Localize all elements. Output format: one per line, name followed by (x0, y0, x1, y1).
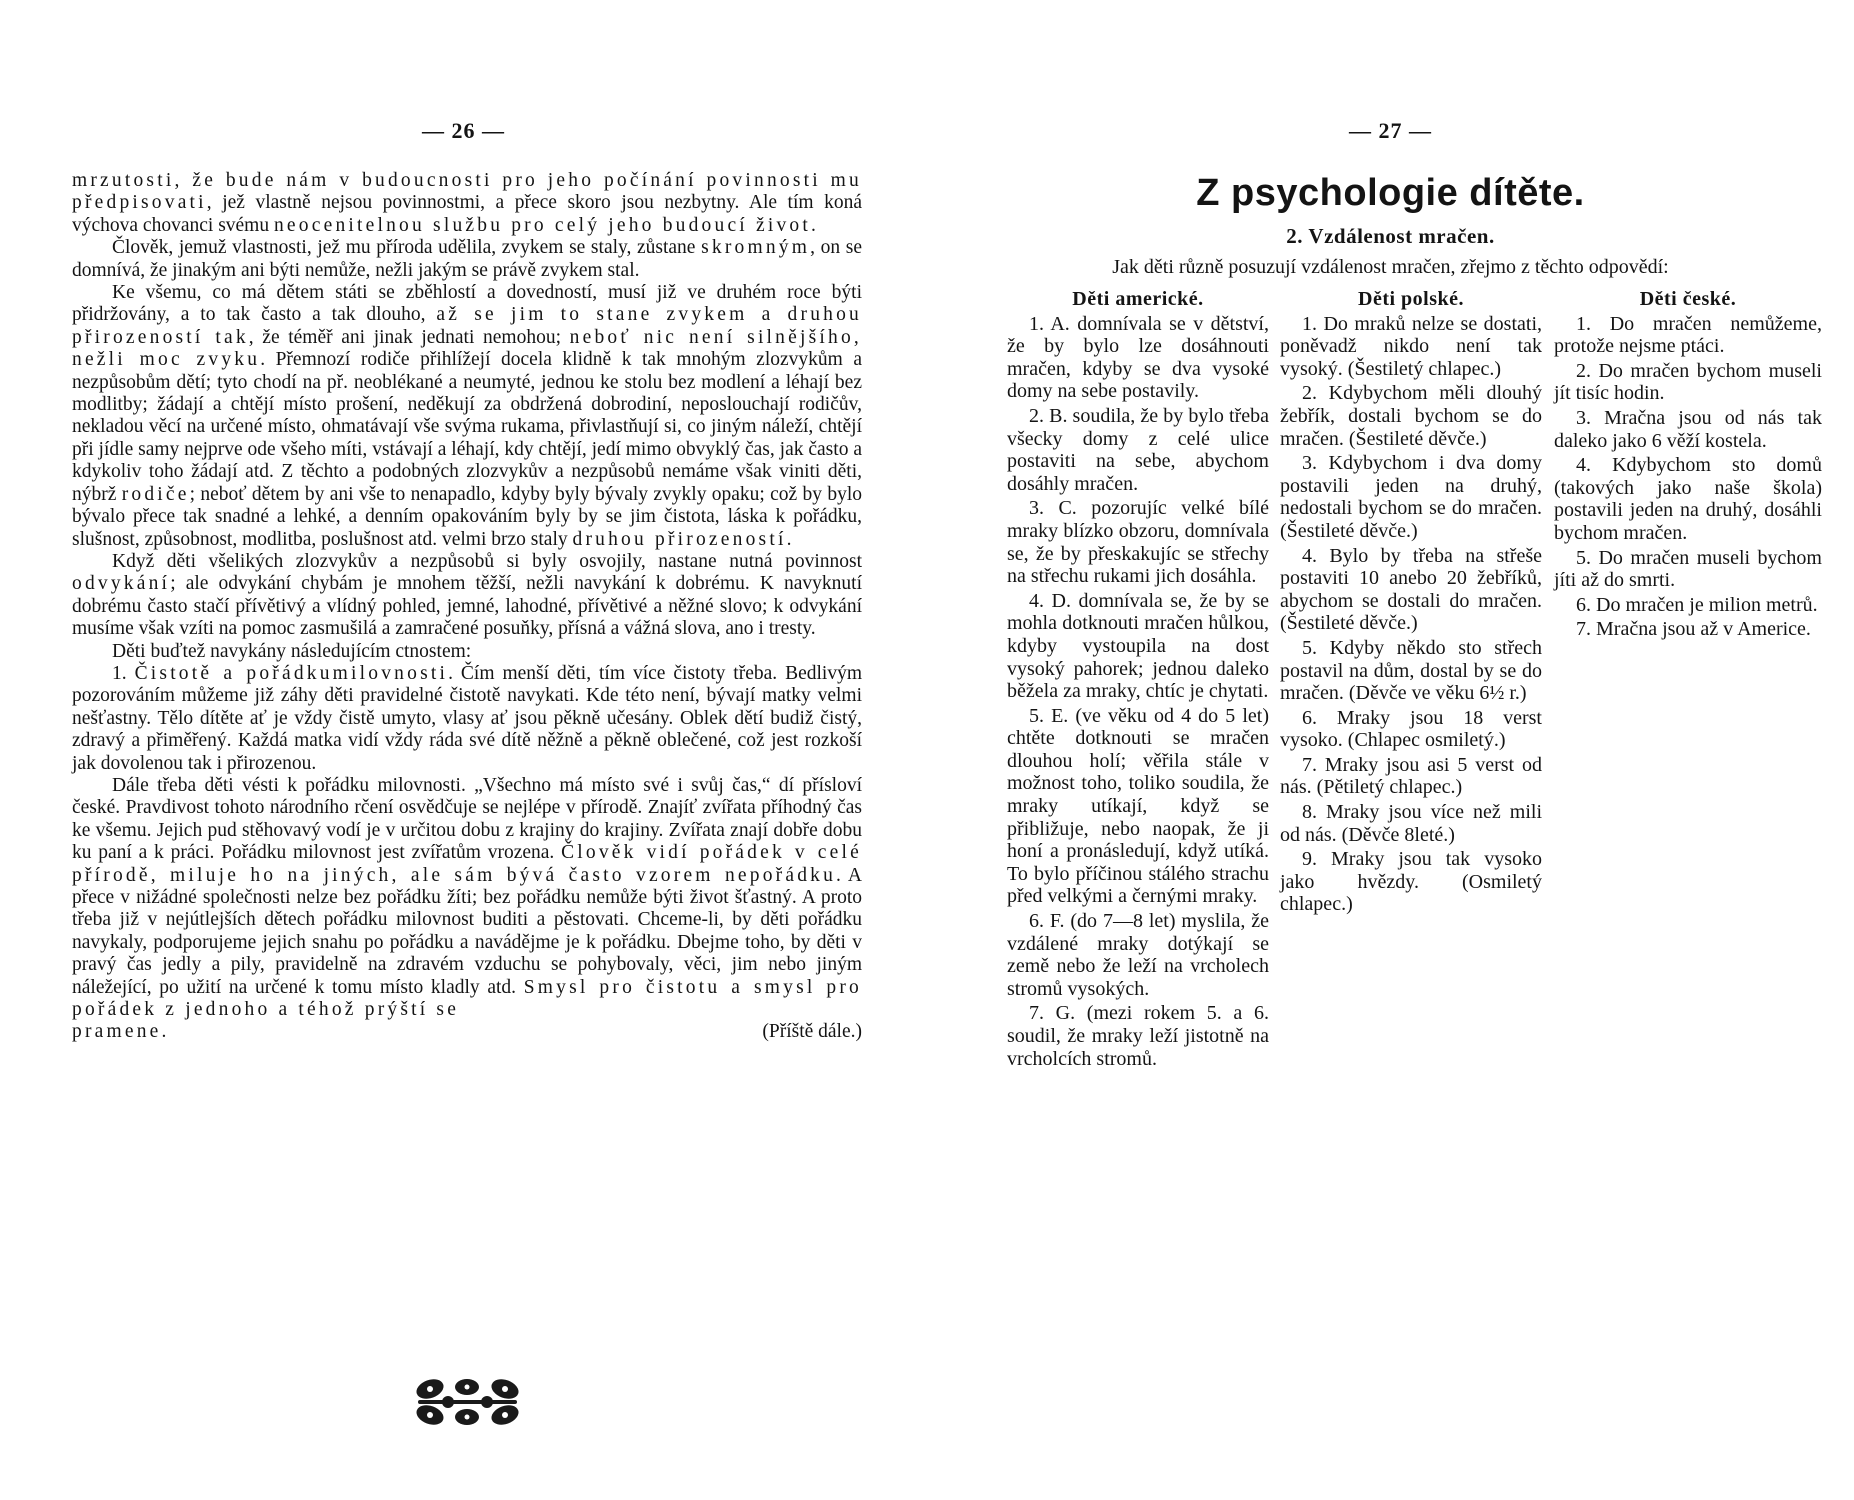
article-title: Z psychologie dítěte. (1196, 172, 1585, 214)
text-run: , že téměř ani jinak jednati nemohou; (248, 326, 570, 348)
paragraph (72, 641, 862, 663)
column-polish (1280, 288, 1542, 918)
right-page (927, 0, 1854, 1500)
text-run: Ke všemu, co má dětem státi se zběhlostí a dovedností, musí již ve druhém roce býti přidržovány, a to tak často a tak dlouho, (72, 282, 862, 326)
emphasized-text: mrzutosti, že bude nám v budoucnosti pro jeho počínání povinnosti mu předpisovati (72, 170, 862, 214)
answer-item: 3. Kdybychom i dva domy postavili jeden na druhý, nedostali bychom se do mračen. (Šestileté děvče.) (1280, 452, 1542, 542)
answer-list (1280, 313, 1542, 916)
answer-item: 1. Do mračen nemůžeme, protože nejsme ptáci. (1554, 312, 1822, 358)
final-line (72, 1021, 862, 1043)
paragraph (72, 282, 862, 551)
emphasized-text: druhou přirozeností (572, 528, 787, 550)
text-run: . Čím menší děti, tím více čistoty třeba. Bedlivým pozorováním můžeme již záhy děti pravidelné čistotě navykati. Kde této není, bývají matky velmi nešťastny. Tělo dítěte ať je vždy čistě umyto, vlasy ať jsou pěkně učesány. Oblek dětí budiž čistý, zdravý a přiměřený. Každá matka vidí vždy ráda své dítě něžně a pěkně oblečené, což jest rozkoší jak dovolenou tak i přirozenou. (72, 662, 863, 774)
text-run: . A přece v nižádné společnosti nelze bez pořádku žíti; bez pořádku nemůže býti život šťastný. A proto třeba již v nejútlejších dětech pořádku milovnost buditi a pěstovati. Chceme-li, by děti pořádku navykaly, podporujeme jejich snahu po pořádku a navádějme je k pořádku. Dbejme toho, by děti v pravý čas jedly a pily, pravidelně na zdravém vzduchu se pohybovaly, věci, jim nebo jiným náležející, po užití na určené k tomu místo kladly atd. (72, 864, 862, 998)
answer-item: 4. Bylo by třeba na střeše postaviti 10 anebo 20 žebříků, abychom se dostali do mračen. (Šestileté děvče.) (1280, 544, 1542, 635)
answer-list (1007, 313, 1269, 1071)
fleuron-ornament (410, 1375, 525, 1429)
answer-item: 7. Mračna jsou až v Americe. (1576, 618, 1811, 641)
text-run: . Přemnozí rodiče přihlížejí docela klidně k tak mnohým zlozvykům a nezpůsobům dětí; tyto chodí na př. neoblékané a neumyté, jednou ke stolu bez modlení a léhají bez modlitby; žádají a chtějí místo prošení, neděkují za obdržená dobrodiní, neposlouchají rodičův, nekladou věcí na určené místo, ohmatávají vše svýma rukama, přivlastňují si, co jiným náleží, chtějí při jídle samy nejprve ode všeho míti, vstávají a léhají, kdy chtějí, jedí mimo obvyklý čas, jak často a kdykoliv toho žádají atd. Z těchto a podobných zlozvykův a nezpůsobů nemáme však viniti děti, nýbrž (72, 349, 863, 505)
text-run: , on se domnívá, že jinakým ani býti nemůže, nežli jakým se právě zvykem stal. (72, 237, 862, 281)
text-run: Dále třeba děti vésti k pořádku milovnosti. „Všechno má místo své i svůj čas,“ dí přísloví české. Pravdivost tohoto národního rčení osvědčuje se nejlépe v přírodě. Znajíť zvířata příhodný čas ke všemu. Jejich pud stěhovavý vodí je v určitou dobu z krajiny do krajiny. Zvířata znají dobře dobu ku paní a k práci. Pořádku milovnost jest zvířatům vrozena. (72, 774, 862, 864)
paragraph-container (72, 170, 862, 1021)
emphasized-text: neboť nic není silnějšího, nežli moc zvyku (72, 326, 862, 371)
column-heading: Děti polské. (1358, 288, 1464, 310)
answer-item: 3. C. pozorujíc velké bílé mraky blízko obzoru, domnívala se, že by přeskakujíc se střechy na střechu rukami jich dosáhla. (1007, 497, 1269, 588)
answer-item: 1. A. domnívala se v dětství, že by bylo lze dosáhnouti mračen, kdyby se dva vysoké domy na sebe postavily. (1007, 312, 1269, 403)
column-heading: Děti české. (1639, 288, 1737, 310)
answer-item: 1. Do mraků nelze se dostati, poněvadž nikdo není tak vysoký. (Šestiletý chlapec.) (1280, 312, 1542, 380)
answer-item: 4. Kdybychom sto domů (takových jako naše škola) postavili jeden na druhý, dosáhli bychom mračen. (1554, 454, 1822, 544)
answer-item: 9. Mraky jsou tak vysoko jako hvězdy. (Osmiletý chlapec.) (1280, 848, 1542, 916)
answer-item: 2. B. soudila, že by bylo třeba všecky domy z celé ulice postaviti na sebe, abychom dosáhly mračen. (1007, 404, 1269, 495)
text-run: Člověk, jemuž vlastnosti, jež mu příroda udělila, zvykem se staly, zůstane (112, 237, 702, 259)
text-run: Děti buďtež navykány následujícím ctnostem: (112, 640, 472, 662)
paragraph (72, 775, 862, 1021)
answer-item: 2. Kdybychom měli dlouhý žebřík, dostali bychom se do mračen. (Šestileté děvče.) (1280, 382, 1542, 450)
emphasized-text: skromným (701, 237, 811, 259)
answer-item: 7. G. (mezi rokem 5. a 6. soudil, že mraky leží jistotně na vrcholcích stromů. (1007, 1002, 1269, 1070)
emphasized-text: Smysl pro čistotu a smysl pro pořádek z jednoho a téhož prýští se (72, 976, 862, 1021)
emphasized-text: Čistotě a pořádkumilovnosti (134, 662, 449, 684)
answer-item: 3. Mračna jsou od nás tak daleko jako 6 věží kostela. (1554, 406, 1822, 452)
page-number: — 26 — (422, 118, 505, 143)
text-run: . (810, 214, 816, 236)
emphasized-text: až se jim to stane zvykem a druhou přirozeností tak (72, 304, 862, 348)
emphasized-text: odvykání (72, 573, 171, 595)
text-run: , jež vlastně nejsou povinnostmi, a přece skoro jsou nezbytny. Ale tím koná výchova chovanci svému (72, 192, 862, 236)
text-run: ; ale odvykání chybám je mnohem těžší, nežli navykání k dobrému. K navyknutí dobrému často stačí přívětivý a vlídný pohled, jemné, lahodné, přívětivé a něžné slovo; k odvykání musíme však vzíti na pomoc zasmušilá a zamračené posuňky, přísná a vážná slova, ano i tresty. (72, 573, 862, 640)
answer-item: 8. Mraky jsou více než mili od nás. (Děvče 8leté.) (1280, 801, 1542, 846)
answer-item: 5. Kdyby někdo sto střech postavil na dům, dostal by se do mračen. (Děvče ve věku 6½ r.) (1280, 636, 1542, 705)
emphasized-text: Člověk vidí pořádek v celé přírodě, miluje ho na jiných, ale sám bývá často vzorem nepořádku (72, 842, 862, 886)
page-number: — 27 — (1349, 118, 1432, 143)
text-run: Když děti všelikých zlozvykův a nezpůsobů si byly osvojily, nastane nutná povinnost (112, 550, 862, 572)
last-line-word: pramene. (72, 1021, 170, 1043)
text-run: ; neboť dětem by ani vše to nenapadlo, kdyby byly bývaly zvykly opaku; což by bylo bývalo přece tak snadné a lehké, a denním opakováním byly by se jim čistota, láska k pořádku, slušnost, způsobnost, modlitba, poslušnost atd. velmi brzo staly (72, 483, 862, 550)
answer-item: 7. Mraky jsou asi 5 verst od nás. (Pětiletý chlapec.) (1280, 753, 1542, 799)
column-heading: Děti americké. (1072, 288, 1204, 310)
answer-item: 5. Do mračen museli bychom jíti až do smrti. (1554, 546, 1822, 592)
answer-item: 6. F. (do 7—8 let) myslila, že vzdálené mraky dotýkají se země nebo že leží na vrcholech stromů vysokých. (1007, 910, 1269, 1000)
column-czech (1554, 288, 1822, 643)
answer-item: 4. D. domnívala se, že by se mohla dotknouti mračen hůlkou, kdyby vystoupila na dost vysoký pahorek; jednou daleko běžela za mraky, chtíc je chytati. (1007, 589, 1269, 703)
answer-item: 2. Do mračen bychom museli jít tisíc hodin. (1554, 359, 1822, 405)
paragraph (72, 170, 862, 237)
paragraph (72, 237, 862, 282)
answer-item: 6. Do mračen je milion metrů. (1576, 593, 1818, 616)
continued-note: (Příště dále.) (762, 1021, 862, 1043)
text-run: . (786, 528, 792, 550)
paragraph (72, 551, 862, 641)
column-american (1007, 288, 1269, 1072)
emphasized-text: rodiče (121, 483, 190, 505)
section-subtitle: 2. Vzdálenost mračen. (1286, 224, 1495, 248)
answer-item: 6. Mraky jsou 18 verst vysoko. (Chlapec osmiletý.) (1280, 706, 1542, 752)
text-run: 1. (112, 662, 135, 684)
emphasized-text: neocenitelnou službu pro celý jeho budoucí život (273, 214, 811, 236)
paragraph (72, 663, 862, 775)
intro-line: Jak děti různě posuzují vzdálenost mračen, zřejmo z těchto odpovědí: (1112, 256, 1669, 278)
answer-item: 5. E. (ve věku od 4 do 5 let) chtěte dotknouti se mračen dlouhou holí; věřila stále v možnost toho, toliko soudila, že mraky utíkají, když se přibližuje, nebo naopak, že ji honí a pronásledují, když utíká. To bylo příčinou stálého strachu před velkými a černými mraky. (1007, 704, 1269, 908)
answer-list (1554, 313, 1822, 641)
article-text (72, 170, 862, 1044)
